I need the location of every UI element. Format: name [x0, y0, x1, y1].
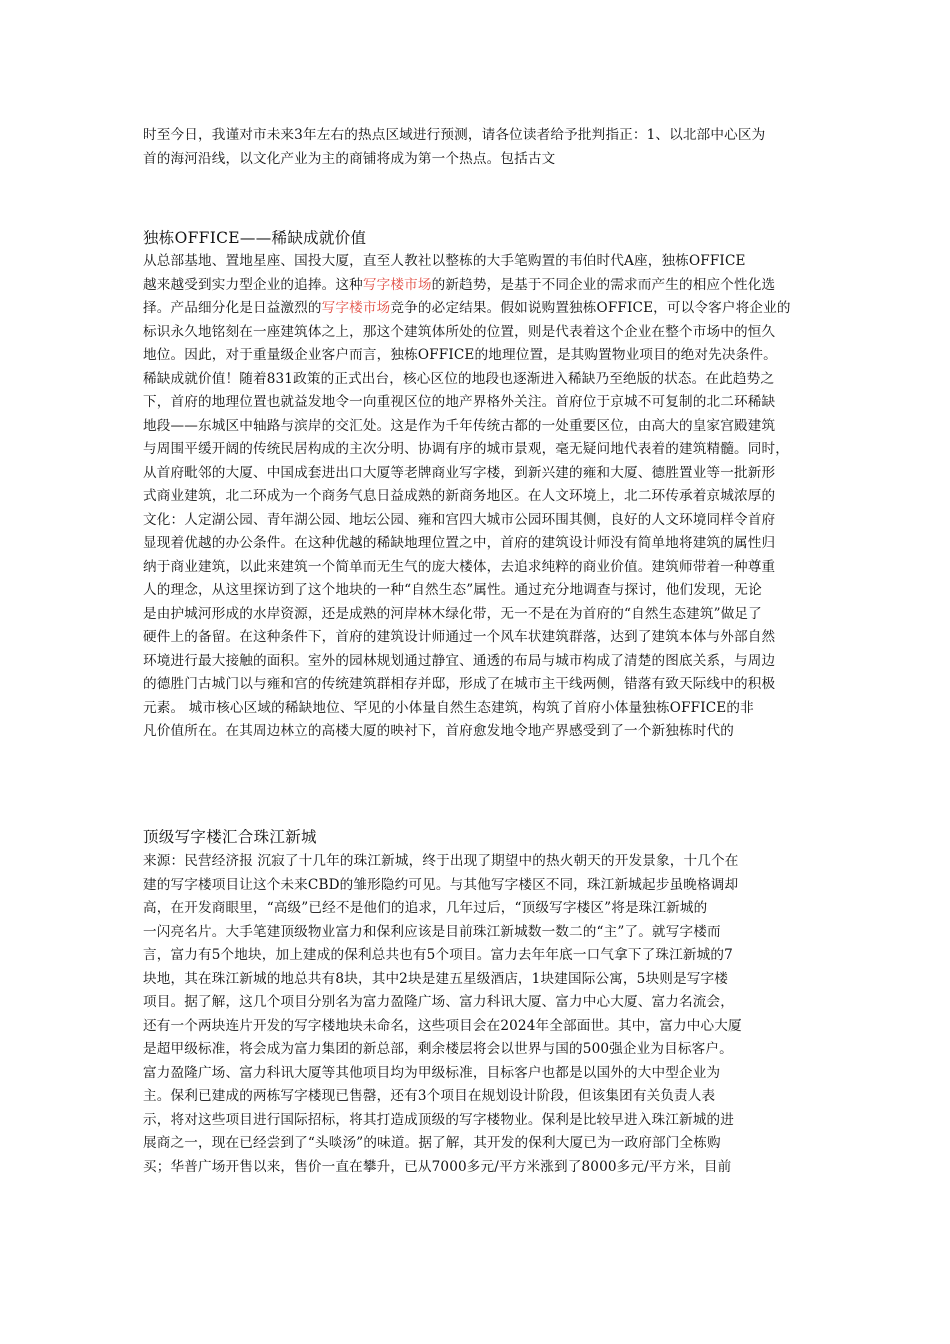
text-line	[143, 274, 815, 298]
text-line: 显现着优越的办公条件。在这种优越的稀缺地理位置之中，首府的建筑设计师没有简单地将建筑的属性归	[143, 535, 776, 551]
text-line: 硬件上的备留。在这种条件下，首府的建筑设计师通过一个风车状建筑群落，达到了建筑本体与外部自然	[143, 629, 776, 645]
text-line: 地位。因此，对于重量级企业客户而言，独栋OFFICE的地理位置，是其购置物业项目的绝对先决条件。	[143, 347, 777, 363]
text-line: 是超甲级标准，将会成为富力集团的新总部，剩余楼层将会以世界与国的500强企业为目标客户。	[143, 1041, 733, 1057]
text-line: 式商业建筑，北二环成为一个商务气息日益成熟的新商务地区。在人文环境上，北二环传承着京城浓厚的	[143, 488, 776, 504]
text-line: 稀缺成就价值！随着831政策的正式出台，核心区位的地段也逐渐进入稀缺乃至绝版的状态。在此趋势之	[143, 370, 775, 387]
text-line: 展商之一，现在已经尝到了“头啖汤”的味道。据了解，其开发的保利大厦已为一政府部门全栋购	[143, 1135, 721, 1151]
text-line: 首的海河沿线，以文化产业为主的商铺将成为第一个热点。包括古文	[143, 150, 556, 167]
section-body	[143, 250, 815, 744]
text-line: 与周围平缓开阔的传统民居构成的主次分明、协调有序的城市景观，毫无疑问地代表着的建筑精髓。同时，	[143, 441, 789, 457]
text-line: 买；华普广场开售以来，售价一直在攀升，已从7000多元/平方米涨到了8000多元/平方米，目前	[143, 1158, 732, 1175]
text-line: 言，富力有5个地块，加上建成的保利总共也有5个项目。富力去年年底一口气拿下了珠江新城的7	[143, 947, 733, 963]
text-line: 高，在开发商眼里，“高级”已经不是他们的追求，几年过后，“顶级写字楼区”将是珠江新城的	[143, 900, 708, 916]
text-line: 是由护城河形成的水岸资源，还是成熟的河岸林木绿化带，无一不是在为首府的“自然生态建筑”做足了	[143, 605, 762, 622]
text-line: 凡价值所在。在其周边林立的高楼大厦的映衬下，首府愈发地令地产界感受到了一个新独栋时代的	[143, 723, 734, 739]
text-line: 时至今日，我谨对市未来3年左右的热点区域进行预测，请各位读者给予批判指正：1、以北部中心区为	[143, 127, 766, 143]
text-line: 元素。 城市核心区域的稀缺地位、罕见的小体量自然生态建筑，构筑了首府小体量独栋OFFICE的非	[143, 699, 754, 716]
text-line: 主。保利已建成的两栋写字楼现已售罄，还有3个项目在规划设计阶段，但该集团有关负责人表	[143, 1088, 716, 1104]
text-line: 项目。据了解，这几个项目分别名为富力盈隆广场、富力科讯大厦、富力中心大厦、富力名流会，	[143, 994, 734, 1010]
market-link[interactable]: 写字楼市场	[321, 300, 391, 316]
market-link[interactable]: 写字楼市场	[362, 276, 432, 293]
text-line: 从首府毗邻的大厦、中国成套进出口大厦等老牌商业写字楼，到新兴建的雍和大厦、德胜置业等一批新形	[143, 464, 776, 481]
text-line: 还有一个两块连片开发的写字楼地块未命名，这些项目会在2024年全部面世。其中，富力中心大厦	[143, 1017, 742, 1034]
section-title: 顶级写字楼汇合珠江新城	[143, 828, 317, 846]
text-line: 纳于商业建筑，以此来建筑一个简单而无生气的庞大楼体，去追求纯粹的商业价值。建筑师带着一种尊重	[143, 558, 776, 575]
text-line: 一闪亮名片。大手笔建顶级物业富力和保利应该是目前珠江新城数一数二的“主”了。就写字楼而	[143, 923, 721, 940]
intro-paragraph	[143, 124, 815, 171]
text-segment: 的新趋势，是基于不同企业的需求而产生的相应个性化选	[431, 276, 776, 293]
text-line: 块地，其在珠江新城的地总共有8块，其中2块是建五星级酒店，1块建国际公寓，5块则是写字楼	[143, 970, 728, 987]
text-line: 下，首府的地理位置也就益发地令一向重视区位的地产界格外关注。首府位于京城不可复制的北二环稀缺	[143, 394, 776, 410]
text-line: 来源：民营经济报 沉寂了十几年的珠江新城，终于出现了期望中的热火朝天的开发景象，十几个在	[143, 853, 739, 869]
text-segment: 越来越受到实力型企业的追捧。这种	[143, 276, 363, 293]
text-line: 地段——东城区中轴路与滨岸的交汇处。这是作为千年传统古都的一处重要区位，由高大的皇家宫殿建筑	[143, 417, 776, 434]
text-segment: 竞争的必定结果。假如说购置独栋OFFICE，可以令客户将企业的	[390, 300, 791, 316]
text-line: 从总部基地、置地星座、国投大厦，直至人教社以整栋的大手笔购置的韦伯时代A座，独栋OFFICE	[143, 253, 746, 269]
text-line: 的德胜门古城门以与雍和宫的传统建筑群相存并邸，形成了在城市主干线两侧，错落有致天际线中的积极	[143, 676, 776, 692]
text-segment: 择。产品细分化是日益激烈的	[143, 300, 322, 316]
text-line: 人的理念，从这里探访到了这个地块的一种“自然生态”属性。通过充分地调查与探讨，他们发现，无论	[143, 582, 762, 598]
text-line: 示，将对这些项目进行国际招标，将其打造成顶级的写字楼物业。保利是比较早进入珠江新城的进	[143, 1111, 734, 1128]
text-line: 富力盈隆广场、富力科讯大厦等其他项目均为甲级标准，目标客户也都是以国外的大中型企业为	[143, 1064, 721, 1081]
text-line: 文化：人定湖公园、青年湖公园、地坛公园、雍和宫四大城市公园环围其侧，良好的人文环境同样令首府	[143, 511, 776, 528]
text-line: 建的写字楼项目让这个未来CBD的雏形隐约可见。与其他写字楼区不同，珠江新城起步虽晚格调却	[143, 876, 739, 893]
text-line: 标识永久地铭刻在一座建筑体之上，那这个建筑体所处的位置，则是代表着这个企业在整个市场中的恒久	[143, 323, 776, 340]
section-body	[143, 850, 815, 1179]
text-line: 环境进行最大接触的面积。室外的园林规划通过静宜、通透的布局与城市构成了清楚的图底关系，与周边	[143, 652, 776, 669]
text-line	[143, 297, 815, 321]
section-title: 独栋OFFICE——稀缺成就价值	[143, 229, 367, 247]
